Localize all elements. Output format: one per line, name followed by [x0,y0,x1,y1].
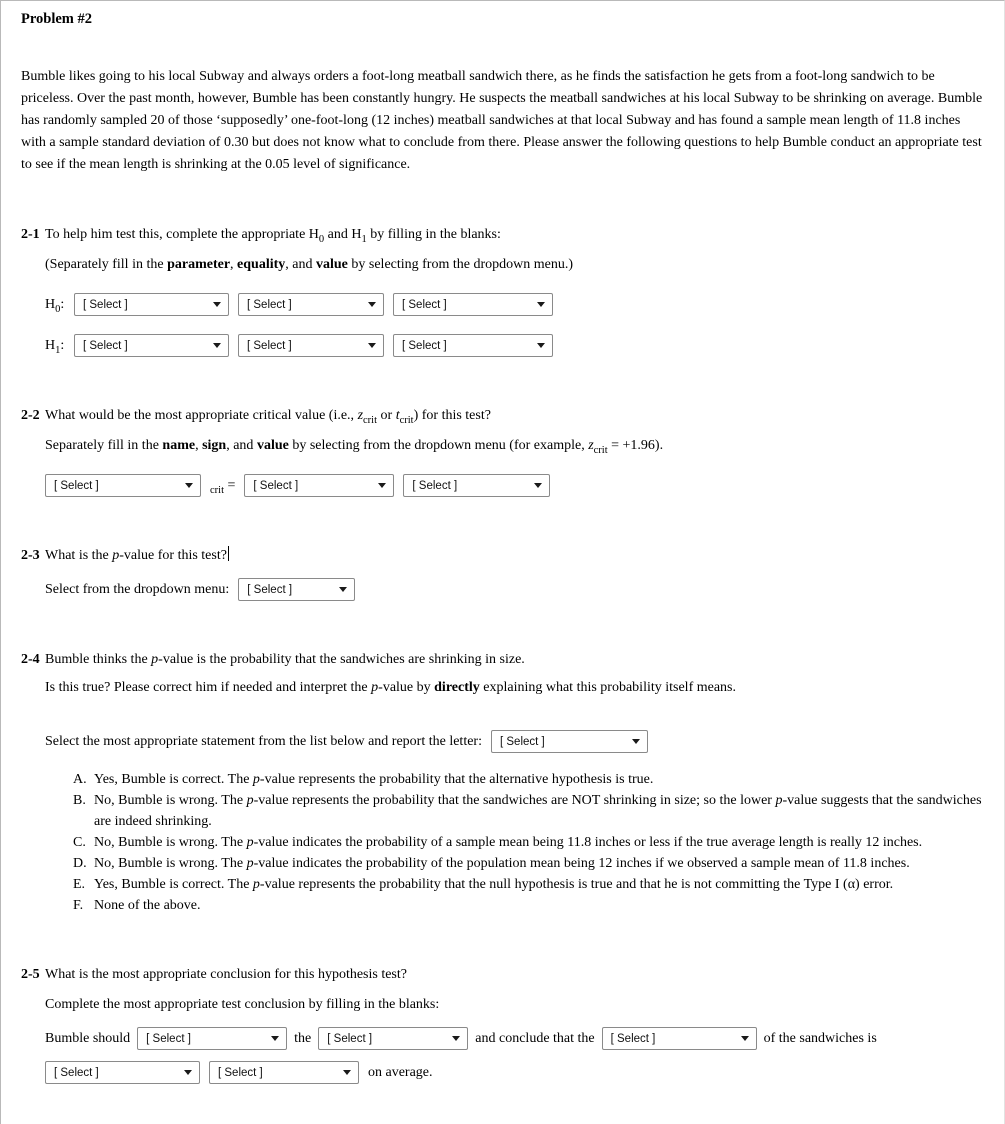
select-value: [ Select ] [247,583,293,596]
chevron-down-icon [343,1070,351,1075]
select-value: [ Select ] [218,1066,263,1079]
conclusion-lead-label: Bumble should [45,1030,131,1046]
question-2-4-head [21,649,990,670]
instruction-note: (Separately fill in the parameter, equality, and value by selecting from the dropdown menu.) [45,257,574,272]
option-text: Yes, Bumble is correct. The p-value represents the probability that the alternative hypothesis is true. [94,772,654,787]
h0-value-select[interactable] [393,293,553,316]
option-text: No, Bumble is wrong. The p-value represents the probability that the sandwiches are NOT shrinking in size; so the lower p-value suggests that the sandwiches are indeed shrinking. [94,793,982,829]
conclusion-row-1 [45,1027,990,1050]
option-letter: E. [73,877,86,892]
option-c [73,832,990,853]
chevron-down-icon [185,483,193,488]
conclusion-tail-label: of the sandwiches is [763,1030,877,1046]
conclusion-mid1-label: the [294,1030,312,1046]
chevron-down-icon [213,343,221,348]
option-a [73,769,990,790]
select-value: [ Select ] [499,735,545,748]
h1-row [45,334,990,357]
problem-title: Problem #2 [21,11,93,27]
chevron-down-icon [537,343,545,348]
option-letter: D. [73,856,87,871]
chevron-down-icon [213,302,221,307]
crit-name-select[interactable] [45,474,201,497]
option-e [73,874,990,895]
question-number: 2-5 [21,967,40,982]
chevron-down-icon [339,587,347,592]
dropdown-label: Select the most appropriate statement from the list below and report the letter: [45,733,482,749]
question-text: What is the most appropriate conclusion for this hypothesis test? [45,967,407,982]
question-text: To help him test this, complete the appropriate $H_0$ and $H_1$ by filling in the blanks: [45,227,501,245]
option-text: None of the above. [94,898,201,913]
select-value: [ Select ] [402,339,447,352]
instruction-note: Complete the most appropriate test conclusion by filling in the blanks: [45,997,440,1012]
chevron-down-icon [378,483,386,488]
option-b [73,790,990,832]
select-value: [ Select ] [412,479,458,492]
conclusion-on-average-label: on average. [368,1064,433,1080]
conclusion-comparison-select[interactable] [45,1061,200,1084]
option-letter: B. [73,793,86,808]
chevron-down-icon [632,739,640,744]
question-text: What is the p-value for this test? [45,548,227,563]
question-2-2 [21,405,990,497]
chevron-down-icon [368,302,376,307]
h0-parameter-select[interactable] [74,293,229,316]
option-text: Yes, Bumble is correct. The p-value represents the probability that the null hypothesis is true and that he is not committing the Type I (α) error. [94,877,894,892]
conclusion-hypothesis-select[interactable] [318,1027,468,1050]
option-letter: A. [73,772,87,787]
chevron-down-icon [368,343,376,348]
option-letter: C. [73,835,86,850]
select-value: [ Select ] [83,298,128,311]
option-f [73,895,990,916]
question-number: 2-1 [21,227,40,242]
statement-row [45,730,990,753]
select-value: [ Select ] [327,1032,373,1045]
crit-equals-label: $_{crit}$ = [210,477,236,496]
p-value-row [45,578,990,601]
select-value: [ Select ] [54,1066,99,1079]
question-number: 2-3 [21,548,40,563]
chevron-down-icon [537,302,545,307]
question-2-4 [21,649,990,916]
question-2-3 [21,545,990,601]
select-value: [ Select ] [247,298,292,311]
statement-options-list [73,769,990,916]
question-2-5 [21,964,990,1084]
h1-equality-select[interactable] [238,334,384,357]
select-value: [ Select ] [83,339,128,352]
h0-equality-select[interactable] [238,293,384,316]
select-value: [ Select ] [54,479,99,492]
conclusion-row-2 [45,1061,990,1084]
option-text: No, Bumble is wrong. The p-value indicates the probability of the population mean being 12 inches if we observed a sample mean of 11.8 inches. [94,856,910,871]
crit-value-select[interactable] [403,474,550,497]
problem-intro: Bumble likes going to his local Subway and always orders a foot-long meatball sandwich there, as he finds the satisfaction he gets from a foot-long sandwich to be priceless. Over the past month, however, Bumble has been constantly hungry. He suspects the meatball sandwiches at his local Subway to be shrinking on average. Bumble has randomly sampled 20 of those ‘supposedly’ one-foot-long (12 inches) meatball sandwiches at that local Subway and has found a sample mean length of 11.8 inches with a sample standard deviation of 0.30 but does not know what to conclude from there. Please answer the following questions to help Bumble conduct an appropriate test to see if the mean length is shrinking at the 0.05 level of significance. [21,69,983,172]
h0-row [45,293,990,316]
question-2-2-body [45,435,990,497]
question-2-1 [21,224,990,357]
crit-sign-select[interactable] [244,474,394,497]
chevron-down-icon [452,1036,460,1041]
chevron-down-icon [741,1036,749,1041]
option-letter: F. [73,898,84,913]
h0-label: $H_0$: [45,296,65,315]
question-number: 2-4 [21,652,40,667]
question-2-3-head [21,545,990,566]
question-text: What would be the most appropriate critical value (i.e., $z_{crit}$ or $t_{crit}$) for this test? [45,408,491,426]
question-2-2-head [21,405,990,426]
h1-label: $H_1$: [45,337,65,356]
question-number: 2-2 [21,408,40,423]
question-2-5-body [45,994,990,1084]
statement-letter-select[interactable] [491,730,648,753]
question-2-4-body [45,677,990,916]
select-value: [ Select ] [402,298,447,311]
chevron-down-icon [184,1070,192,1075]
conclusion-parameter-select[interactable] [602,1027,757,1050]
question-2-1-body [45,254,990,357]
option-text: No, Bumble is wrong. The p-value indicates the probability of a sample mean being 11.8 inches or less if the true average length is really 12 inches. [94,835,923,850]
select-value: [ Select ] [247,339,292,352]
conclusion-value-select[interactable] [209,1061,359,1084]
conclusion-decision-select[interactable] [137,1027,287,1050]
p-value-select[interactable] [238,578,355,601]
question-2-3-body [45,578,990,601]
select-value: [ Select ] [146,1032,191,1045]
chevron-down-icon [534,483,542,488]
option-d [73,853,990,874]
question-2-1-head [21,224,990,245]
h1-value-select[interactable] [393,334,553,357]
followup-text: Is this true? Please correct him if needed and interpret the p-value by directly explaining what this probability itself means. [45,680,736,695]
dropdown-label: Select from the dropdown menu: [45,581,230,597]
conclusion-mid2-label: and conclude that the [475,1030,595,1046]
chevron-down-icon [271,1036,279,1041]
question-text: Bumble thinks the p-value is the probability that the sandwiches are shrinking in size. [45,652,525,667]
instruction-note: Separately fill in the name, sign, and value by selecting from the dropdown menu (for example, $z_{crit} = +1.96$). [45,438,664,456]
text-cursor [228,546,229,561]
select-value: [ Select ] [253,479,299,492]
h1-parameter-select[interactable] [74,334,229,357]
question-2-5-head [21,964,990,985]
select-value: [ Select ] [610,1032,656,1045]
critical-value-row [45,474,990,497]
